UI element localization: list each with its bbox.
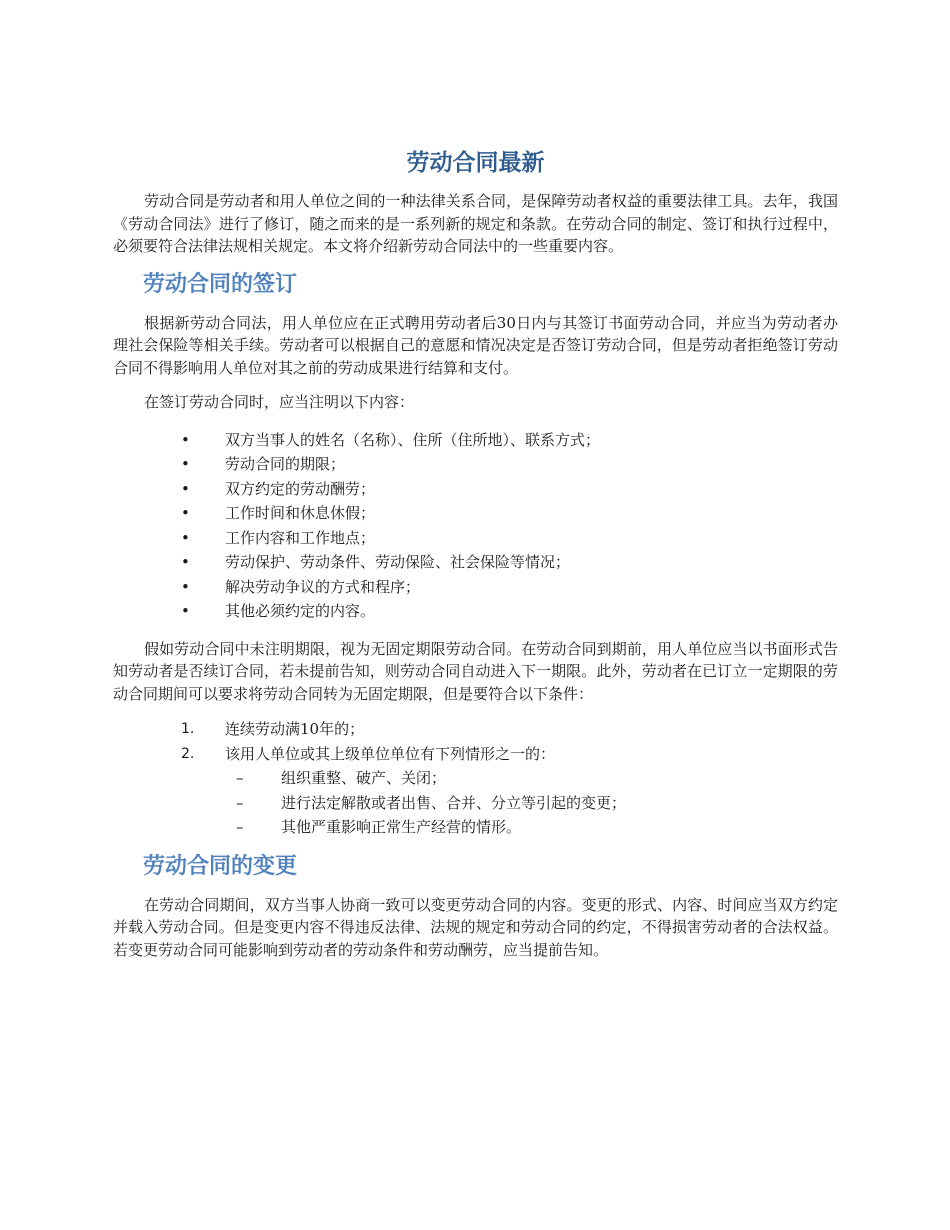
list-item-text: 劳动保护、劳动条件、劳动保险、社会保险等情况； [225,553,571,571]
numbered-item [113,717,838,742]
list-item-text: 劳动合同的期限； [225,455,346,473]
list-item [113,477,838,502]
list-item [113,501,838,526]
bullet-icon: • [181,577,190,596]
numbered-item [113,742,838,840]
number-marker: 2. [181,745,195,762]
bullet-icon: • [181,479,190,498]
list-item-text: 其他必须约定的内容。 [225,602,376,620]
list-item [113,428,838,453]
section-heading-signing: 劳动合同的签订 [143,271,298,297]
list-item-text: 双方约定的劳动酬劳； [225,479,376,498]
bullet-icon: • [181,504,190,522]
dash-icon: – [236,818,244,836]
sub-list-item-text: 其他严重影响正常生产经营的情形。 [281,818,522,836]
dash-icon: – [236,793,244,812]
list-item [113,575,838,600]
number-marker: 1. [181,721,195,737]
intro-paragraph: 劳动合同是劳动者和用人单位之间的一种法律关系合同，是保障劳动者权益的重要法律工具。去年，我国《劳动合同法》进行了修订，随之而来的是一系列新的规定和条款。在劳动合同的制定、签订和执行过程中，必须要符合法律法规相关规定。本文将介绍新劳动合同法中的一些重要内容。 [113,192,838,255]
document-title: 劳动合同最新 [406,150,545,176]
sub-list-item [225,766,838,791]
list-item-text: 双方当事人的姓名（名称）、住所（住所地）、联系方式； [225,430,601,449]
sub-list-item [225,815,838,840]
numbered-item-text: 连续劳动满10年的； [225,720,365,738]
list-item [113,452,838,477]
numbered-item-text: 该用人单位或其上级单位单位有下列情形之一的： [225,744,556,763]
sub-conditions-list [225,766,838,840]
bullet-icon: • [181,602,190,620]
signing-paragraph-2: 在签订劳动合同时，应当注明以下内容： [144,393,415,411]
sub-list-item-text: 组织重整、破产、关闭； [281,769,447,787]
sub-list-item [225,791,838,816]
bullet-icon: • [181,455,190,473]
bullet-icon: • [181,528,190,547]
signing-paragraph-1: 根据新劳动合同法，用人单位应在正式聘用劳动者后30日内与其签订书面劳动合同，并应当为劳动者办理社会保险等相关手续。劳动者可以根据自己的意愿和情况决定是否签订劳动合同，但是劳动者拒绝签订劳动合同不得影响用人单位对其之前的劳动成果进行结算和支付。 [113,313,838,377]
list-item-text: 工作内容和工作地点； [225,528,376,547]
conditions-list [113,717,838,840]
list-item-text: 解决劳动争议的方式和程序； [225,577,421,596]
list-item [113,599,838,624]
change-paragraph-1: 在劳动合同期间，双方当事人协商一致可以变更劳动合同的内容。变更的形式、内容、时间应当双方约定并载入劳动合同。但是变更内容不得违反法律、法规的规定和劳动合同的约定，不得损害劳动者的合法权益。若变更劳动合同可能影响到劳动者的劳动条件和劳动酬劳，应当提前告知。 [113,895,838,959]
bullet-icon: • [181,553,190,571]
dash-icon: – [236,769,244,787]
sub-list-item-text: 进行法定解散或者出售、合并、分立等引起的变更； [281,793,627,812]
section-heading-change: 劳动合同的变更 [143,853,298,879]
list-item [113,550,838,575]
bullet-icon: • [181,430,190,449]
list-item-text: 工作时间和休息休假； [225,504,376,522]
contract-content-list [113,428,838,624]
signing-paragraph-3: 假如劳动合同中未注明期限，视为无固定期限劳动合同。在劳动合同到期前，用人单位应当以书面形式告知劳动者是否续订合同，若未提前告知，则劳动合同自动进入下一期限。此外，劳动者在已订立一定期限的劳动合同期间可以要求将劳动合同转为无固定期限，但是要符合以下条件： [113,639,838,703]
list-item [113,526,838,551]
